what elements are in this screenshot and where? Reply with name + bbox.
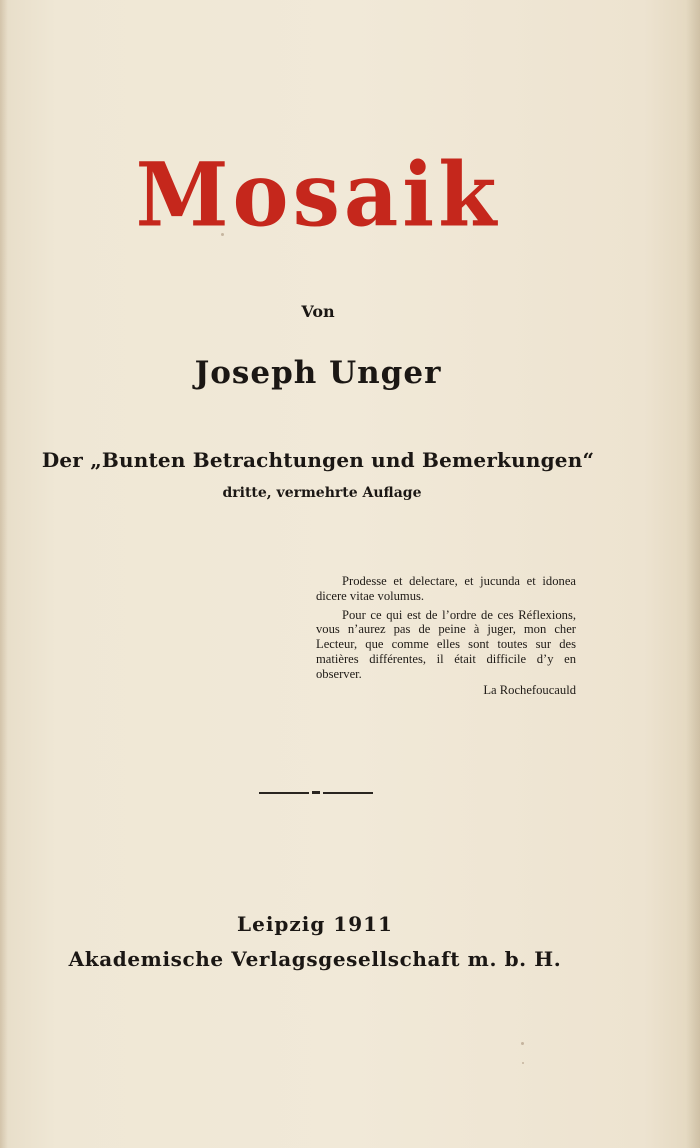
subtitle: Der „Bunten Betrachtungen und Bemerkungen“ [41,448,595,472]
rule-right-line [323,792,373,794]
by-line: Von [301,302,335,321]
author-name: Joseph Unger [194,355,442,391]
book-title: Mosaik [135,142,501,247]
edition-note: dritte, vermehrte Auflage [222,485,422,501]
imprint-place-year: Leipzig 1911 [237,912,393,936]
epigraph-attribution: La Rochefoucauld [483,682,576,697]
rule-center-dash [312,791,320,794]
imprint-publisher: Akademische Verlagsgesellschaft m. b. H. [68,947,562,971]
page-edge-shadow [686,0,700,1148]
paper-speck [521,1042,524,1045]
ornamental-rule [259,791,373,794]
epigraph-french: Pour ce qui est de l’ordre de ces Réflexions, vous n’aurez pas de peine à juger, mon cher Lecteur, que comme elles sont toutes sur des matières différentes, il était difficile d’y en observer. [316,607,576,681]
epigraph-latin: Prodesse et delectare, et jucunda et idonea dicere vitae volumus. [316,574,576,603]
epigraph [316,574,576,697]
paper-speck [522,1062,524,1064]
rule-left-line [259,792,309,794]
paper-speck [221,233,224,236]
